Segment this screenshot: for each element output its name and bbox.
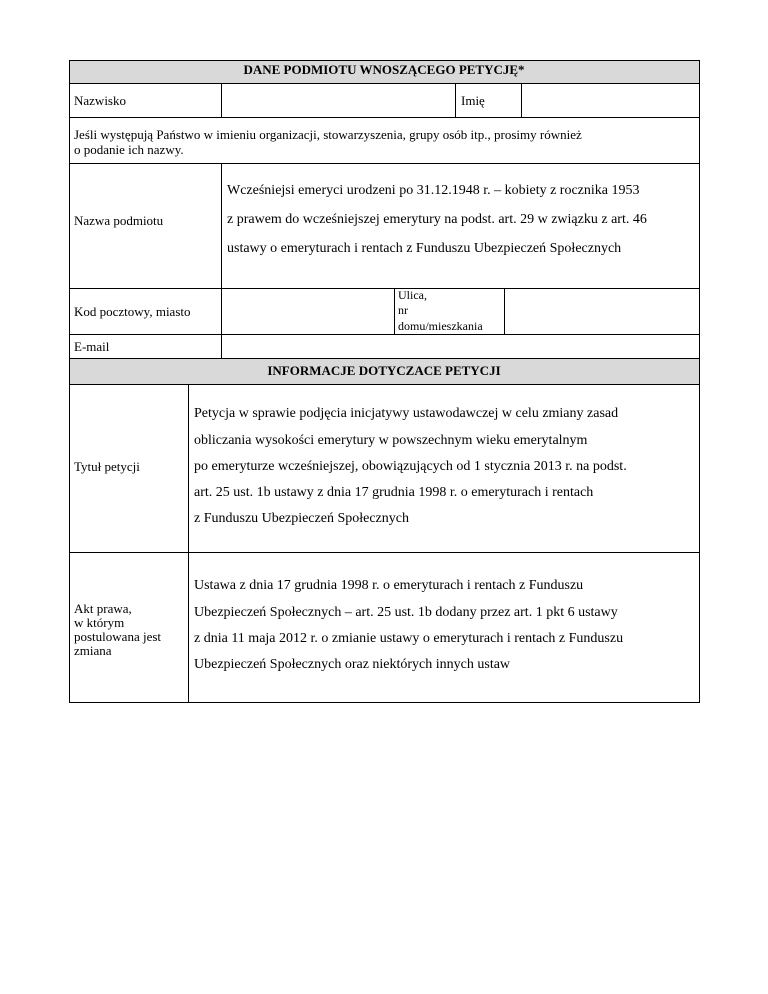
law-label-line: w którym <box>74 615 125 630</box>
street-label-line: nr <box>398 303 408 317</box>
law-label-line: Akt prawa, <box>74 601 132 616</box>
name-field[interactable] <box>522 84 699 117</box>
law-line: Ustawa z dnia 17 grudnia 1998 r. o emeryturach i rentach z Funduszu <box>194 578 584 593</box>
name-label: Imię <box>461 93 485 108</box>
surname-label: Nazwisko <box>74 93 126 108</box>
postal-field[interactable] <box>222 289 394 334</box>
entity-label: Nazwa podmiotu <box>74 213 164 228</box>
section-1-header: DANE PODMIOTU WNOSZĄCEGO PETYCJĘ* <box>243 62 525 77</box>
street-field[interactable] <box>505 289 699 334</box>
title-line: obliczania wysokości emerytury w powszechnym wieku emerytalnym <box>194 433 588 448</box>
org-note-line-2: o podanie ich nazwy. <box>74 142 184 157</box>
law-label-line: postulowana jest <box>74 629 162 644</box>
surname-field[interactable] <box>222 84 455 117</box>
title-line: Petycja w sprawie podjęcia inicjatywy ustawodawczej w celu zmiany zasad <box>194 406 619 421</box>
title-line: po emeryturze wcześniejszej, obowiązujących od 1 stycznia 2013 r. na podst. <box>194 459 627 474</box>
email-field[interactable] <box>222 335 699 358</box>
street-label-line: domu/mieszkania <box>398 319 483 333</box>
law-line: z dnia 11 maja 2012 r. o zmianie ustawy o emeryturach i rentach z Funduszu <box>194 631 624 646</box>
entity-line: ustawy o emeryturach i rentach z Funduszu Ubezpieczeń Społecznych <box>227 241 622 256</box>
title-line: art. 25 ust. 1b ustawy z dnia 17 grudnia 1998 r. o emeryturach i rentach <box>194 485 594 500</box>
law-label-line: zmiana <box>74 643 112 658</box>
entity-line: Wcześniejsi emeryci urodzeni po 31.12.1948 r. – kobiety z rocznika 1953 <box>227 183 640 198</box>
postal-label: Kod pocztowy, miasto <box>74 304 191 319</box>
title-label: Tytuł petycji <box>74 459 140 474</box>
street-label-line: Ulica, <box>398 288 427 302</box>
law-line: Ubezpieczeń Społecznych oraz niektórych innych ustaw <box>194 657 511 672</box>
email-label: E-mail <box>74 339 110 354</box>
org-note-line-1: Jeśli występują Państwo w imieniu organizacji, stowarzyszenia, grupy osób itp., prosimy również <box>74 127 582 142</box>
title-line: z Funduszu Ubezpieczeń Społecznych <box>194 511 409 526</box>
section-2-header: INFORMACJE DOTYCZACE PETYCJI <box>267 363 501 378</box>
entity-line: z prawem do wcześniejszej emerytury na podst. art. 29 w związku z art. 46 <box>227 212 647 227</box>
law-line: Ubezpieczeń Społecznych – art. 25 ust. 1b dodany przez art. 1 pkt 6 ustawy <box>194 605 618 620</box>
